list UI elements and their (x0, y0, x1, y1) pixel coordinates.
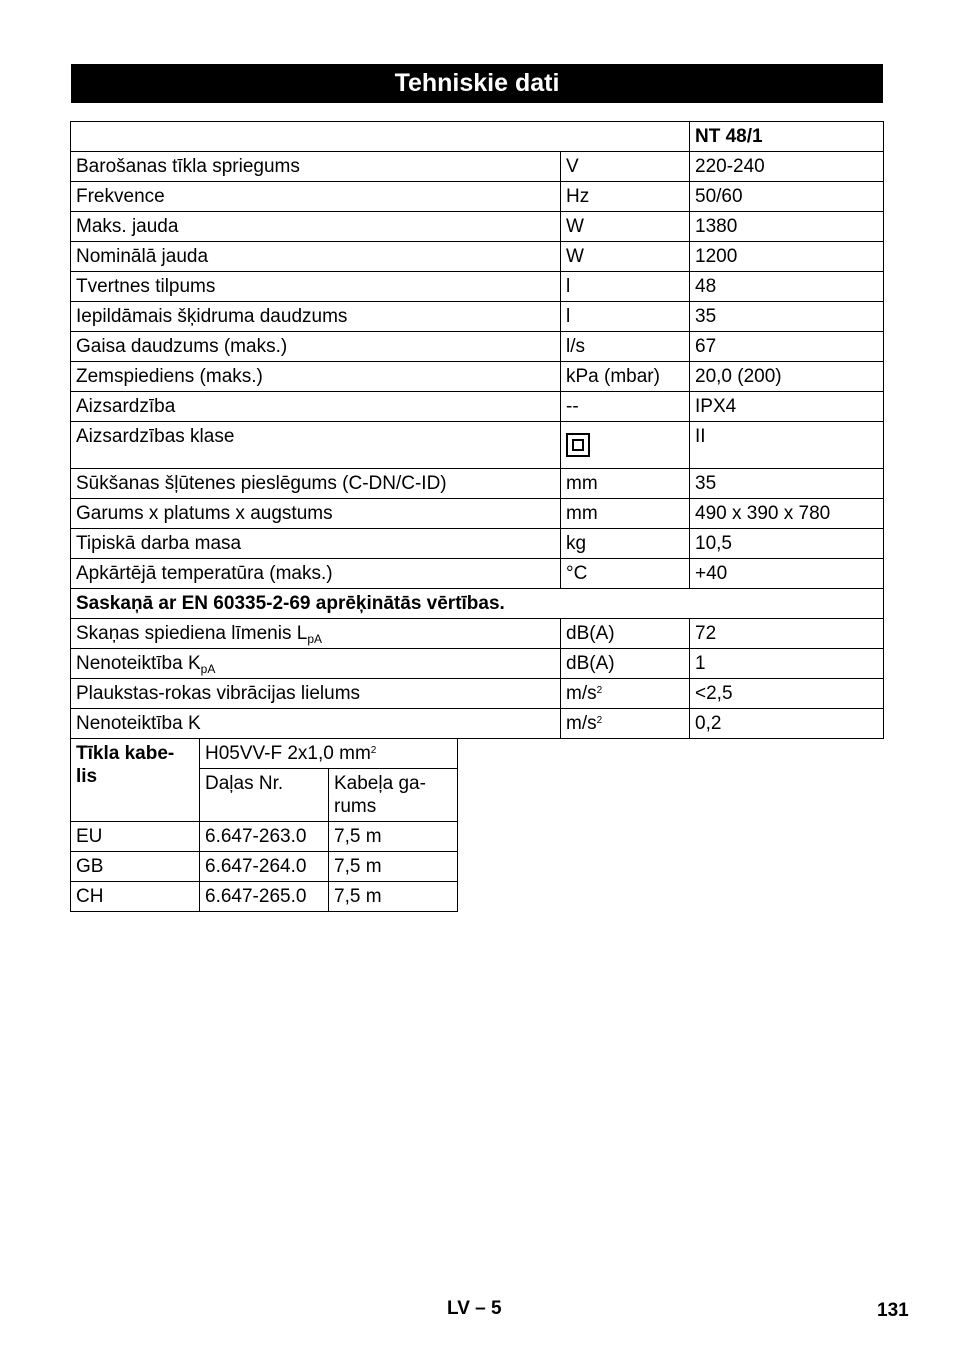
cable-heading: Tīkla kabe- lis (71, 739, 200, 822)
row-value: 220-240 (690, 152, 884, 182)
row-label: Iepildāmais šķidruma daudzums (71, 302, 561, 332)
row-unit: kg (561, 529, 690, 559)
row-unit: l (561, 302, 690, 332)
table-row (71, 302, 884, 332)
row-value: 1200 (690, 242, 884, 272)
row-unit: mm (561, 469, 690, 499)
row-unit: W (561, 212, 690, 242)
row-label: Sūkšanas šļūtenes pieslēgums (C-DN/C-ID) (71, 469, 561, 499)
cable-length: 7,5 m (329, 852, 458, 882)
section-heading: Saskaņā ar EN 60335-2-69 aprēķinātās vērtības. (71, 589, 884, 619)
row-value: 490 x 390 x 780 (690, 499, 884, 529)
row-label: Apkārtējā temperatūra (maks.) (71, 559, 561, 589)
row-label: Plaukstas-rokas vibrācijas lielums (71, 679, 561, 709)
page-title: Tehniskie dati (71, 64, 883, 103)
row-label: Tvertnes tilpums (71, 272, 561, 302)
row-label: Nenoteiktība K (71, 709, 561, 739)
row-unit (561, 422, 690, 469)
table-row (71, 182, 884, 212)
row-value: II (690, 422, 884, 469)
row-unit: l/s (561, 332, 690, 362)
row-value: 35 (690, 469, 884, 499)
row-value: +40 (690, 559, 884, 589)
table-row (71, 619, 884, 649)
model-name: NT 48/1 (690, 122, 884, 152)
cable-part-number: 6.647-264.0 (200, 852, 329, 882)
cable-region: GB (71, 852, 200, 882)
footer-language-section: LV – 5 (447, 1298, 502, 1319)
cable-region: EU (71, 822, 200, 852)
row-unit: dB(A) (561, 619, 690, 649)
table-row (71, 649, 884, 679)
row-value: 1 (690, 649, 884, 679)
row-label: Nominālā jauda (71, 242, 561, 272)
cable-region: CH (71, 882, 200, 912)
row-value: 50/60 (690, 182, 884, 212)
table-row (71, 332, 884, 362)
table-row (71, 559, 884, 589)
table-row (71, 212, 884, 242)
row-value: 1380 (690, 212, 884, 242)
row-label: Garums x platums x augstums (71, 499, 561, 529)
row-unit: mm (561, 499, 690, 529)
table-row (71, 709, 884, 739)
row-unit: l (561, 272, 690, 302)
cable-part-number: 6.647-265.0 (200, 882, 329, 912)
row-value: 35 (690, 302, 884, 332)
row-label: Tipiskā darba masa (71, 529, 561, 559)
row-unit: W (561, 242, 690, 272)
row-label: Aizsardzība (71, 392, 561, 422)
table-row (71, 822, 458, 852)
row-label: Frekvence (71, 182, 561, 212)
row-label: Zemspiediens (maks.) (71, 362, 561, 392)
row-value: 48 (690, 272, 884, 302)
row-label: Aizsardzības klase (71, 422, 561, 469)
row-value: 72 (690, 619, 884, 649)
cable-part-number: 6.647-263.0 (200, 822, 329, 852)
row-unit: dB(A) (561, 649, 690, 679)
table-row (71, 499, 884, 529)
row-value: IPX4 (690, 392, 884, 422)
row-unit: V (561, 152, 690, 182)
row-value: 0,2 (690, 709, 884, 739)
row-unit: $m/s^2$ (561, 709, 690, 739)
row-label: Barošanas tīkla spriegums (71, 152, 561, 182)
table-row (71, 152, 884, 182)
row-unit: kPa (mbar) (561, 362, 690, 392)
protection-class-ii-icon (566, 433, 590, 457)
table-row (71, 422, 884, 469)
table-header-row (71, 122, 884, 152)
footer-page-number: 131 (877, 1300, 909, 1321)
row-value: 67 (690, 332, 884, 362)
row-value: 20,0 (200) (690, 362, 884, 392)
table-row (71, 852, 458, 882)
row-unit: °C (561, 559, 690, 589)
header-empty-cell (71, 122, 690, 152)
table-row (71, 529, 884, 559)
cable-header-row (71, 739, 458, 769)
col-part-number: Daļas Nr. (200, 769, 329, 822)
row-value: 10,5 (690, 529, 884, 559)
row-label: Maks. jauda (71, 212, 561, 242)
table-row (71, 362, 884, 392)
row-label: Skaņas spiediena līmenis $L_{pA}$ (71, 619, 561, 649)
table-row (71, 272, 884, 302)
table-row (71, 882, 458, 912)
row-label: Gaisa daudzums (maks.) (71, 332, 561, 362)
table-row (71, 242, 884, 272)
row-label: Nenoteiktība $K_{pA}$ (71, 649, 561, 679)
section-heading-row (71, 589, 884, 619)
row-unit: Hz (561, 182, 690, 212)
technical-data-table (70, 121, 884, 739)
row-value: <2,5 (690, 679, 884, 709)
cable-length: 7,5 m (329, 822, 458, 852)
cable-type: H05VV-F 2x1,0 $mm^2$ (200, 739, 458, 769)
table-row (71, 392, 884, 422)
power-cable-table (70, 738, 458, 912)
table-row (71, 469, 884, 499)
row-unit: -- (561, 392, 690, 422)
row-unit: $m/s^2$ (561, 679, 690, 709)
cable-length: 7,5 m (329, 882, 458, 912)
col-cable-length: Kabeļa ga- rums (329, 769, 458, 822)
table-row (71, 679, 884, 709)
